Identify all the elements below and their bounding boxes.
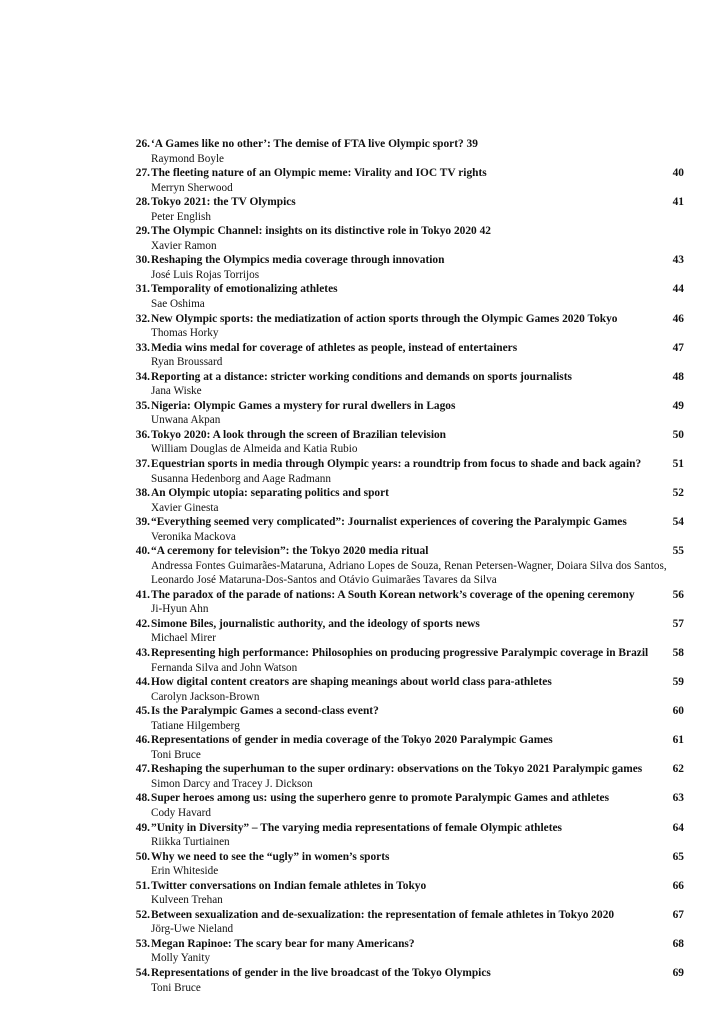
toc-entry [128, 253, 684, 282]
toc-entry-authors: Raymond Boyle [151, 152, 225, 165]
toc-entry-authors: Simon Darcy and Tracey J. Dickson [151, 777, 313, 790]
toc-entry-authors: Peter English [151, 210, 211, 223]
toc-entry-authors: Toni Bruce [151, 981, 201, 994]
toc-entry-page-number: 65 [672, 850, 684, 863]
toc-entry [128, 544, 684, 588]
toc-entry-authors: Jörg-Uwe Nieland [151, 923, 234, 936]
toc-entry-title: Between sexualization and de-sexualization: the representation of female athletes in Tokyo 2020 [151, 908, 615, 921]
toc-entry [128, 224, 684, 253]
toc-entry-title: Representations of gender in the live broadcast of the Tokyo Olympics [151, 967, 491, 980]
toc-entry-number: 51. [135, 879, 150, 892]
toc-entry-title: Is the Paralympic Games a second-class event? [151, 705, 379, 718]
toc-entry-number: 45. [135, 705, 150, 718]
toc-entry-page-number: 59 [672, 676, 684, 689]
table-of-contents [128, 137, 684, 995]
toc-entry-number: 39. [135, 516, 150, 529]
toc-entry-authors: Michael Mirer [151, 632, 216, 645]
toc-entry-title: Representations of gender in media coverage of the Tokyo 2020 Paralympic Games [151, 734, 553, 747]
toc-entry-number: 26. [135, 138, 150, 150]
toc-entry-title: The Olympic Channel: insights on its distinctive role in Tokyo 2020 42 [151, 225, 491, 238]
toc-entry [128, 879, 684, 908]
toc-entry-authors: William Douglas de Almeida and Katia Rubio [151, 443, 358, 456]
toc-entry-authors: Thomas Horky [151, 327, 219, 340]
toc-entry-page-number: 41 [672, 196, 684, 209]
toc-entry-page-number: 69 [672, 967, 684, 980]
toc-entry-authors: Veronika Mackova [151, 530, 236, 543]
toc-entry-authors: Ryan Broussard [151, 356, 223, 369]
toc-entry-number: 46. [135, 734, 150, 747]
toc-entry-page-number: 49 [672, 399, 684, 412]
toc-entry-number: 53. [135, 937, 150, 950]
toc-entry-page-number: 43 [672, 254, 684, 267]
toc-entry-authors: Xavier Ginesta [151, 501, 219, 514]
toc-entry-number: 44. [135, 676, 150, 689]
toc-entry-title: Reporting at a distance: stricter working conditions and demands on sports journalists [151, 370, 572, 383]
toc-entry [128, 646, 684, 675]
toc-entry-number: 54. [135, 967, 150, 980]
toc-entry-authors: Kulveen Trehan [151, 894, 223, 907]
toc-entry [128, 617, 684, 646]
toc-entry-number: 40. [135, 545, 150, 558]
toc-entry [128, 282, 684, 311]
toc-entry-authors: Fernanda Silva and John Watson [151, 661, 298, 674]
toc-entry-number: 48. [135, 792, 150, 805]
toc-entry-number: 35. [135, 399, 150, 412]
toc-entry-number: 29. [135, 225, 150, 238]
toc-entry-title: Temporality of emotionalizing athletes [151, 283, 338, 296]
toc-entry-authors: Xavier Ramon [151, 239, 217, 252]
toc-entry-title: Tokyo 2021: the TV Olympics [151, 196, 296, 209]
toc-entry-authors: Andressa Fontes Guimarães-Mataruna, Adriano Lopes de Souza, Renan Petersen-Wagner, Doiara Silva dos Santos, Leonardo José Mataruna-Dos-Santos and Otávio Guimarães Tavares da Silva [151, 559, 667, 587]
toc-entry-authors: Jana Wiske [151, 385, 202, 398]
toc-entry-number: 33. [135, 341, 150, 354]
toc-entry-title: How digital content creators are shaping meanings about world class para-athletes [151, 676, 552, 689]
toc-entry-number: 41. [135, 588, 150, 601]
toc-entry-title: Representing high performance: Philosophies on producing progressive Paralympic coverage in Brazil [151, 647, 649, 659]
toc-entry-authors: Merryn Sherwood [151, 181, 233, 194]
toc-entry-number: 31. [135, 283, 150, 296]
toc-entry-number: 50. [135, 850, 150, 863]
toc-entry [128, 762, 684, 791]
toc-entry [128, 675, 684, 704]
toc-entry-title: Why we need to see the “ugly” in women’s sports [151, 850, 390, 863]
toc-entry-title: Equestrian sports in media through Olympic years: a roundtrip from focus to shade and back again? [151, 458, 642, 471]
toc-entry-page-number: 55 [672, 545, 684, 558]
toc-entry [128, 428, 684, 457]
toc-entry-page-number: 44 [672, 283, 684, 296]
toc-entry-authors: Unwana Akpan [151, 414, 221, 427]
toc-entry-title: New Olympic sports: the mediatization of action sports through the Olympic Games 2020 Tokyo [151, 312, 618, 325]
toc-entry [128, 195, 684, 224]
toc-entry-number: 38. [135, 487, 150, 500]
toc-entry [128, 341, 684, 370]
toc-entry-title: Megan Rapinoe: The scary bear for many Americans? [151, 937, 415, 950]
toc-entry-title: ‘A Games like no other’: The demise of FTA live Olympic sport? 39 [151, 138, 478, 150]
toc-entry-title: “A ceremony for television”: the Tokyo 2020 media ritual [151, 545, 429, 558]
toc-entry [128, 312, 684, 341]
toc-entry [128, 370, 684, 399]
toc-entry-authors: José Luis Rojas Torrijos [151, 268, 260, 281]
toc-entry-page-number: 40 [672, 167, 684, 180]
toc-entry-title: The paradox of the parade of nations: A South Korean network’s coverage of the opening ceremony [151, 588, 635, 601]
toc-entry-page-number: 60 [672, 705, 684, 718]
toc-entry [128, 457, 684, 486]
toc-entry [128, 137, 684, 166]
toc-entry-page-number: 52 [672, 487, 684, 500]
toc-entry-number: 28. [135, 196, 150, 209]
toc-entry-page-number: 47 [672, 341, 684, 354]
toc-entry-page-number: 56 [672, 588, 684, 601]
toc-entry-page-number: 58 [672, 647, 684, 659]
toc-entry-page-number: 62 [672, 763, 684, 776]
toc-entry-number: 37. [135, 458, 150, 471]
toc-entry-page-number: 50 [672, 428, 684, 441]
toc-entry [128, 588, 684, 617]
toc-entry-page-number: 67 [672, 908, 684, 921]
toc-entry-page-number: 61 [672, 734, 684, 747]
toc-entry-authors: Ji-Hyun Ahn [151, 603, 209, 616]
toc-entry-number: 36. [135, 428, 150, 441]
toc-entry-title: Twitter conversations on Indian female athletes in Tokyo [151, 879, 427, 892]
toc-entry-number: 34. [135, 370, 150, 383]
toc-entry-authors: Tatiane Hilgemberg [151, 719, 240, 732]
toc-entry-title: Tokyo 2020: A look through the screen of Brazilian television [151, 428, 447, 441]
toc-entry [128, 515, 684, 544]
toc-entry [128, 733, 684, 762]
toc-entry [128, 704, 684, 733]
toc-entry-number: 27. [135, 167, 150, 180]
toc-entry-title: Simone Biles, journalistic authority, and the ideology of sports news [151, 617, 480, 630]
toc-entry-authors: Molly Yanity [151, 952, 211, 965]
toc-entry-number: 30. [135, 254, 150, 267]
toc-entry-page-number: 66 [672, 879, 684, 892]
toc-entry-number: 49. [135, 821, 150, 834]
toc-entry-number: 32. [135, 312, 150, 325]
toc-entry-page-number: 48 [672, 370, 684, 383]
toc-entry-page-number: 54 [672, 516, 684, 529]
toc-entry-authors: Erin Whiteside [151, 865, 219, 878]
toc-entry-authors: Cody Havard [151, 806, 211, 819]
toc-entry-page-number: 46 [672, 312, 684, 325]
toc-entry-page-number: 63 [672, 792, 684, 805]
toc-entry [128, 399, 684, 428]
toc-entry-title: Super heroes among us: using the superhero genre to promote Paralympic Games and athletes [151, 792, 610, 805]
toc-entry-page-number: 64 [672, 821, 684, 834]
toc-entry [128, 486, 684, 515]
toc-entry-authors: Toni Bruce [151, 748, 201, 761]
toc-entry [128, 166, 684, 195]
toc-entry-title: Media wins medal for coverage of athletes as people, instead of entertainers [151, 341, 518, 354]
toc-entry-authors: Carolyn Jackson-Brown [151, 690, 260, 703]
toc-entry-title: Nigeria: Olympic Games a mystery for rural dwellers in Lagos [151, 399, 456, 412]
toc-entry-authors: Sae Oshima [151, 297, 205, 310]
toc-entry-number: 52. [135, 908, 150, 921]
toc-entry [128, 821, 684, 850]
toc-entry-page-number: 51 [672, 458, 684, 471]
toc-entry-title: Reshaping the superhuman to the super ordinary: observations on the Tokyo 2021 Paralympic games [151, 763, 643, 776]
toc-entry-number: 43. [135, 647, 150, 659]
toc-entry-number: 47. [135, 763, 150, 776]
toc-entry-title: “Everything seemed very complicated”: Journalist experiences of covering the Paralympic Games [151, 516, 627, 529]
toc-entry [128, 908, 684, 937]
toc-entry-title: ”Unity in Diversity” – The varying media representations of female Olympic athletes [151, 821, 562, 834]
toc-entry-page-number: 57 [672, 617, 684, 630]
toc-entry-number: 42. [135, 617, 150, 630]
toc-entry [128, 791, 684, 820]
toc-entry-title: Reshaping the Olympics media coverage through innovation [151, 254, 445, 267]
toc-entry [128, 850, 684, 879]
toc-entry-title: The fleeting nature of an Olympic meme: Virality and IOC TV rights [151, 167, 487, 180]
toc-entry-title: An Olympic utopia: separating politics and sport [151, 487, 389, 500]
toc-entry [128, 966, 684, 995]
toc-entry-authors: Riikka Turtiainen [151, 836, 230, 849]
toc-entry-authors: Susanna Hedenborg and Aage Radmann [151, 472, 331, 485]
toc-entry-page-number: 68 [672, 937, 684, 950]
toc-entry [128, 937, 684, 966]
